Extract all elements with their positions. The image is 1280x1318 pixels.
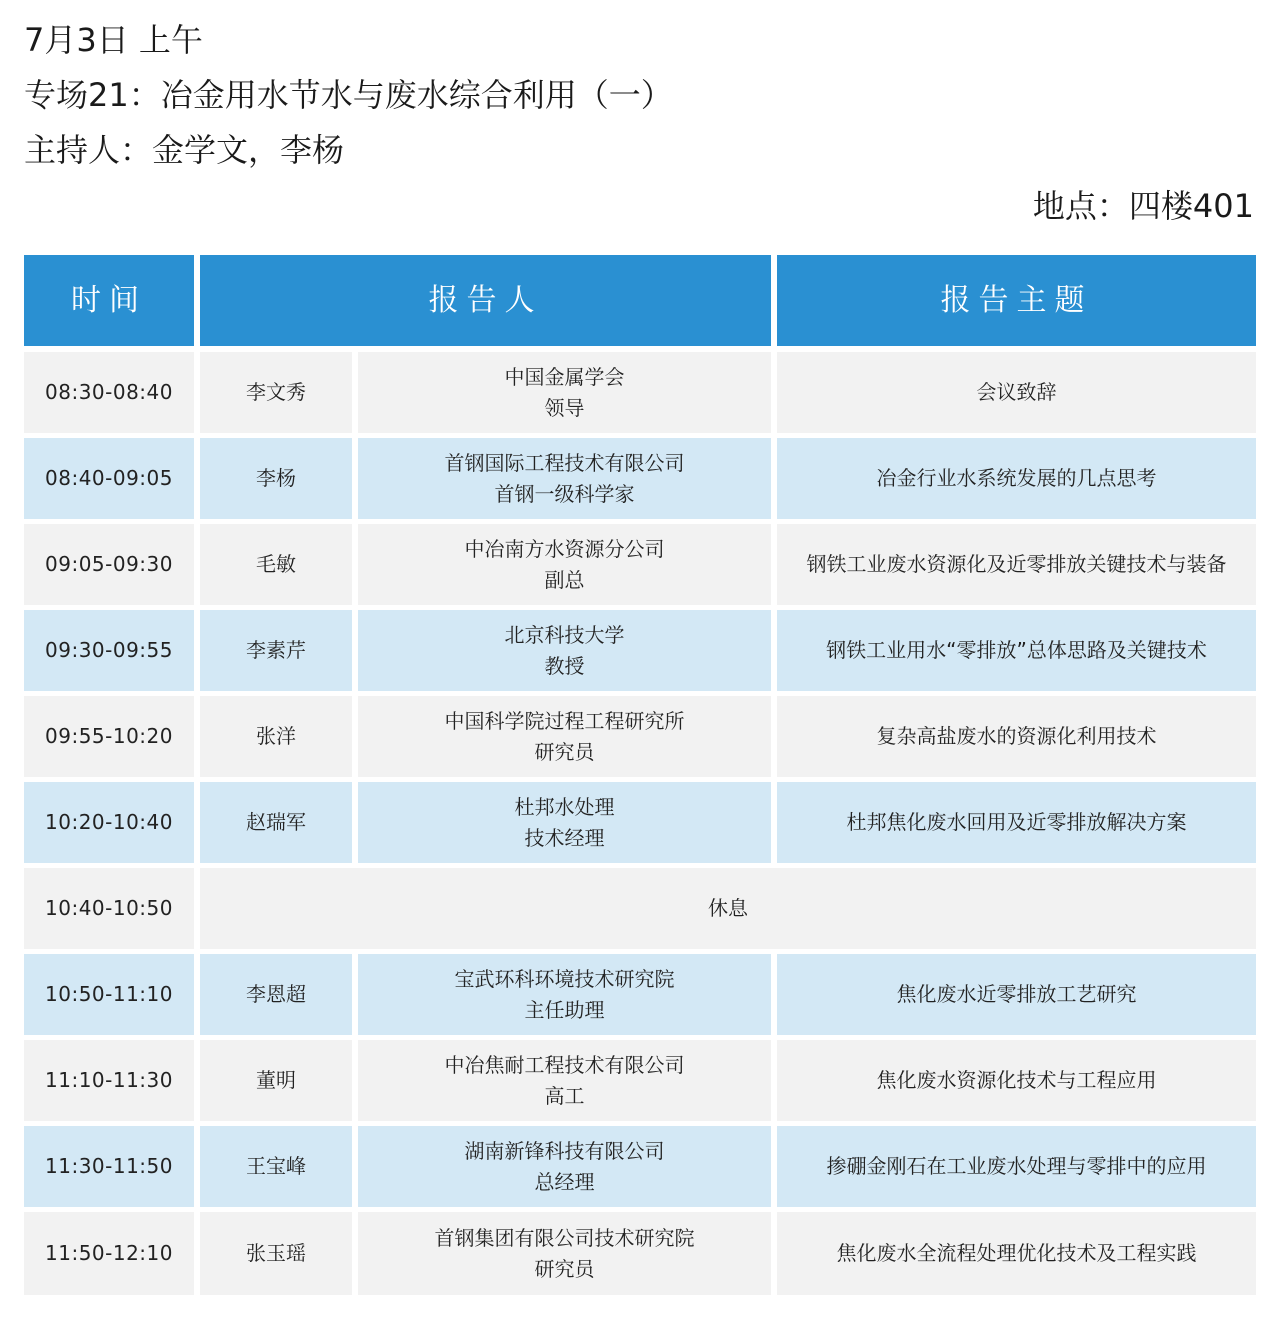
speaker-title: 教授 <box>544 653 585 678</box>
speaker-affiliation <box>358 438 771 519</box>
talk-topic: 钢铁工业废水资源化及近零排放关键技术与装备 <box>777 524 1256 605</box>
speaker-name: 李素芹 <box>200 610 352 691</box>
break-cell: 休息 <box>200 868 1256 949</box>
session-title: 专场21：冶金用水节水与废水综合利用（一） <box>24 76 673 114</box>
speaker-title: 研究员 <box>534 1256 595 1281</box>
speaker-title: 主任助理 <box>524 997 605 1022</box>
talk-topic: 复杂高盐废水的资源化利用技术 <box>777 696 1256 777</box>
speaker-name: 李恩超 <box>200 954 352 1035</box>
speaker-affiliation <box>358 610 771 691</box>
speaker-org: 首钢国际工程技术有限公司 <box>444 450 685 475</box>
speaker-org: 中冶南方水资源分公司 <box>464 536 665 561</box>
time-cell: 09:55-10:20 <box>24 696 194 777</box>
speaker-org: 中国科学院过程工程研究所 <box>444 708 685 733</box>
speaker-org: 杜邦水处理 <box>514 794 615 819</box>
speaker-title: 领导 <box>544 395 585 420</box>
speaker-affiliation <box>358 1212 771 1295</box>
speaker-name: 王宝峰 <box>200 1126 352 1207</box>
speaker-affiliation <box>358 696 771 777</box>
talk-topic: 会议致辞 <box>777 352 1256 433</box>
speaker-org: 湖南新锋科技有限公司 <box>464 1138 665 1163</box>
time-cell: 09:05-09:30 <box>24 524 194 605</box>
speaker-name: 赵瑞军 <box>200 782 352 863</box>
time-cell: 08:30-08:40 <box>24 352 194 433</box>
speaker-title: 高工 <box>544 1083 585 1108</box>
speaker-title: 研究员 <box>534 739 595 764</box>
speaker-affiliation <box>358 782 771 863</box>
talk-topic: 焦化废水资源化技术与工程应用 <box>777 1040 1256 1121</box>
speaker-org: 宝武环科环境技术研究院 <box>454 966 675 991</box>
session-date: 7月3日 上午 <box>24 21 203 59</box>
talk-topic: 杜邦焦化废水回用及近零排放解决方案 <box>777 782 1256 863</box>
talk-topic: 掺硼金刚石在工业废水处理与零排中的应用 <box>777 1126 1256 1207</box>
talk-topic: 冶金行业水系统发展的几点思考 <box>777 438 1256 519</box>
time-cell: 11:30-11:50 <box>24 1126 194 1207</box>
speaker-name: 李文秀 <box>200 352 352 433</box>
session-hosts: 主持人：金学文，李杨 <box>24 131 345 169</box>
speaker-affiliation <box>358 1126 771 1207</box>
talk-topic: 钢铁工业用水“零排放”总体思路及关键技术 <box>777 610 1256 691</box>
speaker-title: 技术经理 <box>524 825 605 850</box>
speaker-org: 首钢集团有限公司技术研究院 <box>434 1225 695 1250</box>
speaker-affiliation <box>358 352 771 433</box>
column-header-topic: 报告主题 <box>777 255 1256 346</box>
speaker-title: 副总 <box>544 567 585 592</box>
speaker-affiliation <box>358 954 771 1035</box>
talk-topic: 焦化废水全流程处理优化技术及工程实践 <box>777 1212 1256 1295</box>
time-cell: 08:40-09:05 <box>24 438 194 519</box>
speaker-affiliation <box>358 1040 771 1121</box>
session-location: 地点：四楼401 <box>1032 187 1254 225</box>
column-header-speaker: 报告人 <box>200 255 771 346</box>
speaker-name: 毛敏 <box>200 524 352 605</box>
speaker-name: 李杨 <box>200 438 352 519</box>
speaker-affiliation <box>358 524 771 605</box>
time-cell: 10:40-10:50 <box>24 868 194 949</box>
time-cell: 11:50-12:10 <box>24 1212 194 1295</box>
time-cell: 11:10-11:30 <box>24 1040 194 1121</box>
speaker-name: 张玉瑶 <box>200 1212 352 1295</box>
time-cell: 09:30-09:55 <box>24 610 194 691</box>
column-header-time: 时间 <box>24 255 194 346</box>
speaker-name: 董明 <box>200 1040 352 1121</box>
speaker-org: 中国金属学会 <box>504 364 625 389</box>
speaker-title: 首钢一级科学家 <box>494 481 635 506</box>
speaker-org: 北京科技大学 <box>504 622 625 647</box>
speaker-name: 张洋 <box>200 696 352 777</box>
speaker-org: 中冶焦耐工程技术有限公司 <box>444 1052 685 1077</box>
talk-topic: 焦化废水近零排放工艺研究 <box>777 954 1256 1035</box>
speaker-title: 总经理 <box>534 1169 595 1194</box>
time-cell: 10:50-11:10 <box>24 954 194 1035</box>
time-cell: 10:20-10:40 <box>24 782 194 863</box>
